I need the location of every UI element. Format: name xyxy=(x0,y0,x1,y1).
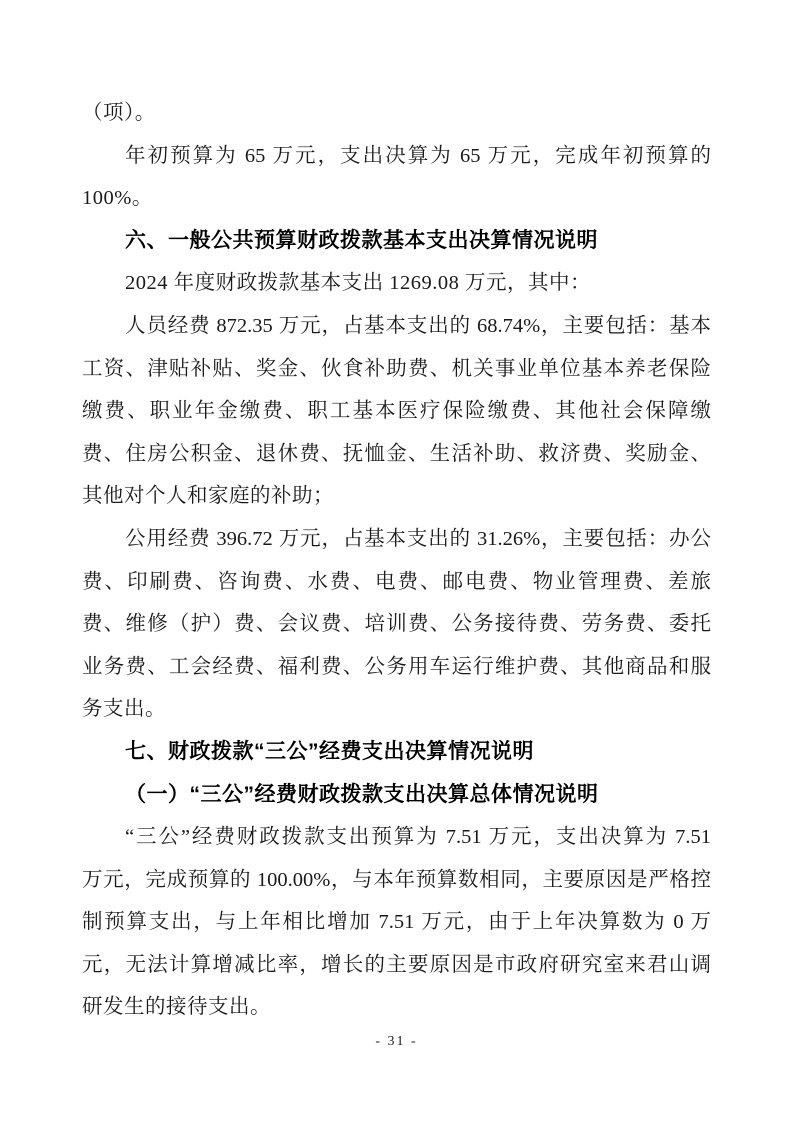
text-line: 公用经费 396.72 万元，占基本支出的 31.26%，主要包括：办公 xyxy=(125,527,711,550)
text-line: 费、维修（护）费、会议费、培训费、公务接待费、劳务费、委托 xyxy=(82,613,711,636)
text-line: 年初预算为 65 万元，支出决算为 65 万元，完成年初预算的 xyxy=(125,144,711,167)
text-line: 人员经费 872.35 万元，占基本支出的 68.74%，主要包括：基本 xyxy=(125,314,711,337)
text-line: 制预算支出，与上年相比增加 7.51 万元，由于上年决算数为 0 万 xyxy=(82,911,711,934)
text-line: “三公”经费财政拨款支出预算为 7.51 万元，支出决算为 7.51 xyxy=(125,826,711,849)
section-heading: 七、财政拨款“三公”经费支出决算情况说明 xyxy=(125,739,534,763)
text-line: 工资、津贴补贴、奖金、伙食补助费、机关事业单位基本养老保险 xyxy=(82,357,711,380)
text-line: （项）。 xyxy=(82,102,156,124)
text-line: 100%。 xyxy=(82,187,153,210)
text-line: 万元，完成预算的 100.00%，与本年预算数相同，主要原因是严格控 xyxy=(82,868,711,891)
text-line: 其他对个人和家庭的补助； xyxy=(82,485,334,508)
text-line: 2024 年度财政拨款基本支出 1269.08 万元，其中： xyxy=(125,272,591,295)
text-line: 务支出。 xyxy=(82,698,166,721)
section-heading: 六、一般公共预算财政拨款基本支出决算情况说明 xyxy=(125,228,598,252)
document-body xyxy=(82,92,711,1029)
page-number: - 31 - xyxy=(375,1034,418,1049)
text-line: 元，无法计算增减比率，增长的主要原因是市政府研究室来君山调 xyxy=(82,953,711,976)
text-line: 费、住房公积金、退休费、抚恤金、生活补助、救济费、奖励金、 xyxy=(82,442,711,465)
text-line: 缴费、职业年金缴费、职工基本医疗保险缴费、其他社会保障缴 xyxy=(82,400,711,423)
text-line: 业务费、工会经费、福利费、公务用车运行维护费、其他商品和服 xyxy=(82,655,711,678)
text-line: 研发生的接待支出。 xyxy=(82,996,271,1019)
text-line: 费、印刷费、咨询费、水费、电费、邮电费、物业管理费、差旅 xyxy=(82,570,711,593)
section-heading: （一）“三公”经费财政拨款支出决算总体情况说明 xyxy=(125,782,599,806)
